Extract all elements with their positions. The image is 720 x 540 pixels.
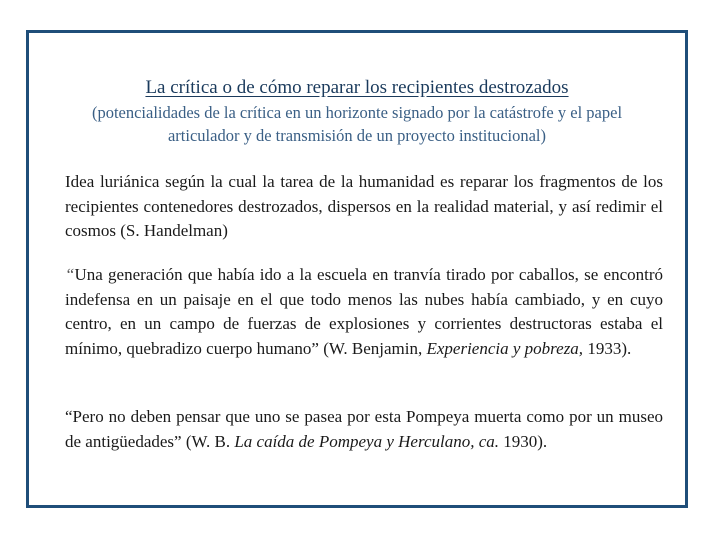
pompeya-work-title: La caída de Pompeya y Herculano, ca. [234,431,500,451]
benjamin-quote-tail: 1933). [583,338,632,358]
pompeya-quote-text: “Pero no deben pensar que uno se pasea por esta Pompeya muerta como por un museo de antigüedades” (W. B. [65,407,663,451]
open-quote-mark: “ [65,265,75,284]
slide-subtitle: (potencialidades de la crítica en un horizonte signado por la catástrofe y el papel articulador y de transmisión de un proyecto institucional) [91,103,623,145]
paragraph-lurianic-idea: Idea luriánica según la cual la tarea de la humanidad es reparar los fragmentos de los recipientes contenedores destrozados, dispersos en la realidad material, y así redimir el cosmos (S. Handelman) [65,172,663,240]
benjamin-quote-text: Una generación que había ido a la escuela en tranvía tirado por caballos, se encontró indefensa en un paisaje en el que todo menos las nubes había cambiado, y en cuyo centro, en un campo de fuerzas de explosiones y corrientes destructoras estaba el mínimo, quebradizo cuerpo humano” (W. Benjamin, [65,265,663,358]
slide-title: La crítica o de cómo reparar los recipientes destrozados [145,77,569,98]
benjamin-work-title: Experiencia y pobreza, [426,338,584,358]
paragraph-benjamin-quote [65,263,663,361]
pompeya-quote-tail: 1930). [499,431,548,451]
slide-frame [26,30,688,508]
paragraph-pompeya-quote [65,405,663,454]
